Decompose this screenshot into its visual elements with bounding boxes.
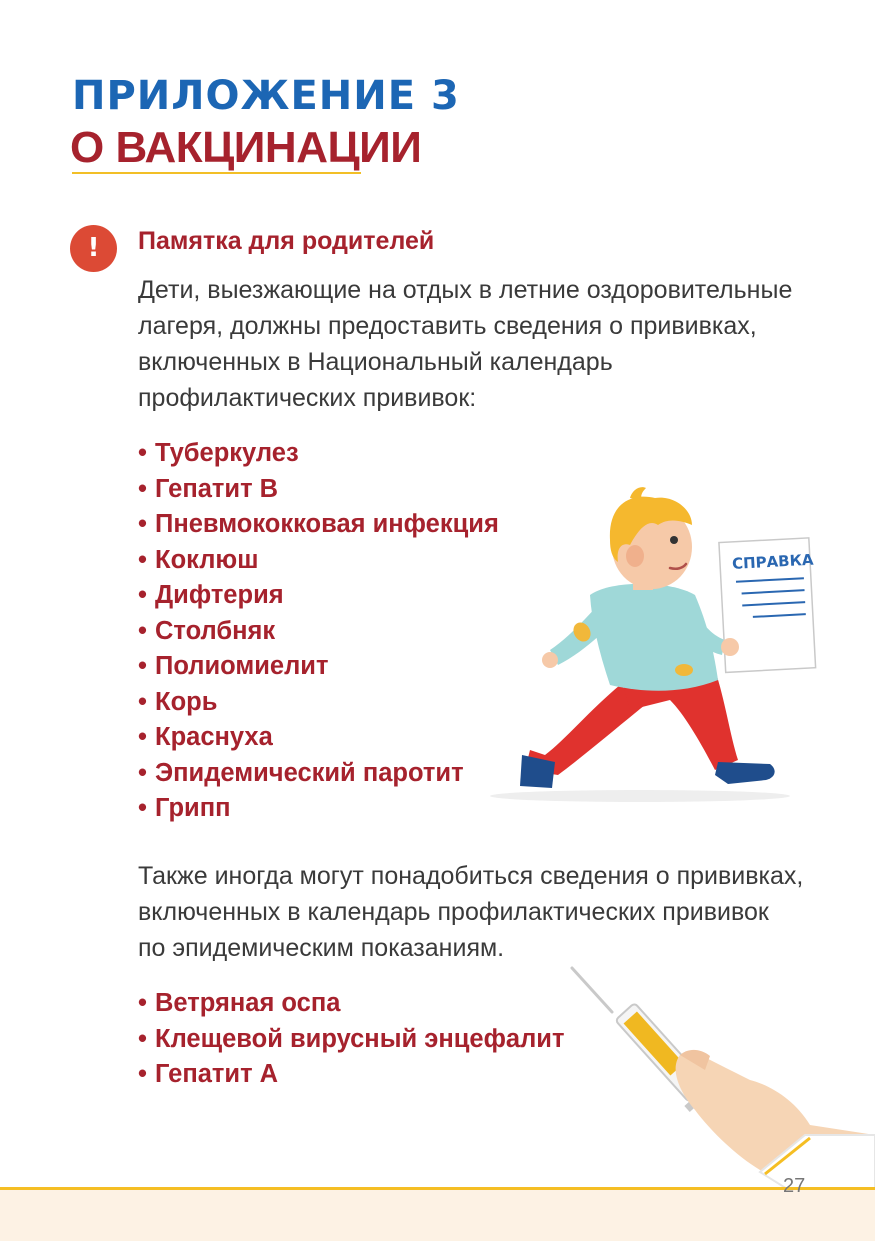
title-underline [72,172,361,174]
extra-paragraph [138,858,818,966]
list-item: • Корь [138,687,218,716]
extra-line: по эпидемическим показаниям. [138,934,505,962]
list-item: • Гепатит В [138,474,279,503]
intro-line: лагеря, должны предоставить сведения о прививках, [138,312,757,340]
list-item: • Эпидемический паротит [138,758,464,787]
extra-line: Также иногда могут понадобиться сведения о прививках, [138,862,804,890]
list-item: • Пневмококковая инфекция [138,510,499,538]
list-item: • Краснуха [138,723,273,751]
list-item: • Полиомиелит [138,652,329,680]
list-item: • Коклюш [138,545,259,574]
running-boy-illustration [470,470,830,820]
syringe-hand-illustration [560,960,875,1195]
certificate-label: СПРАВКА [731,550,814,573]
intro-line: включенных в Национальный календарь [138,348,613,376]
list-item: • Гепатит А [138,1060,279,1088]
section-title: О ВАКЦИНАЦИИ [70,123,422,172]
intro-line: Дети, выезжающие на отдых в летние оздоровительные [138,276,793,304]
national-vaccine-list [138,436,499,827]
list-item: • Туберкулез [138,439,299,467]
footer-band [0,1190,875,1241]
intro-line: профилактических прививок: [138,384,477,412]
intro-paragraph [138,272,818,416]
list-item: • Столбняк [138,616,276,645]
extra-line: включенных в календарь профилактических прививок [138,898,769,926]
list-item: • Ветряная оспа [138,989,341,1017]
epidemic-vaccine-list [138,986,564,1093]
memo-title: Памятка для родителей [138,227,435,255]
list-item: • Грипп [138,794,231,822]
page-number: 27 [783,1175,806,1197]
appendix-heading: ПРИЛОЖЕНИЕ 3 [72,73,460,119]
list-item: • Клещевой вирусный энцефалит [138,1024,565,1053]
exclamation-icon: ! [70,225,117,272]
footer-line [0,1187,875,1190]
list-item: • Дифтерия [138,581,284,609]
